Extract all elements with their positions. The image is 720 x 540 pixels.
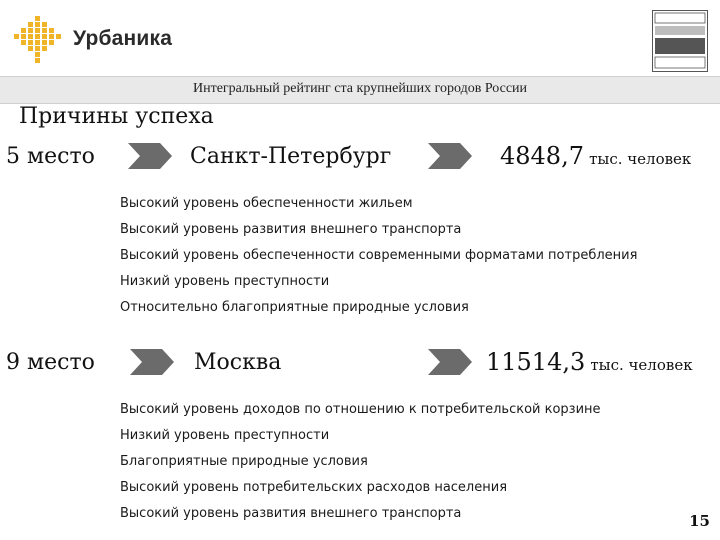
city-place: 9 место [6,350,95,375]
list-item: Относительно благоприятные природные условия [120,300,469,315]
list-item: Высокий уровень развития внешнего транспорта [120,222,462,237]
chevron-right-icon [130,349,174,375]
logo-text: Урбаника [73,27,173,50]
banner-title: Интегральный рейтинг ста крупнейших городов России [192,81,528,96]
population-value: 4848,7 [500,142,584,170]
section-title: Причины успеха [19,104,214,129]
population-unit: тыс. человек [590,356,693,374]
page-number: 15 [689,512,710,530]
union-of-architects-logo-icon [652,10,708,72]
list-item: Низкий уровень преступности [120,274,330,289]
city-population [486,348,693,376]
list-item: Высокий уровень развития внешнего транспорта [120,506,462,521]
city-name: Санкт-Петербург [190,144,392,169]
chevron-right-icon [428,143,472,169]
chevron-right-icon [428,349,472,375]
population-unit: тыс. человек [589,150,692,168]
reasons-list [120,191,637,321]
city-population [500,142,691,170]
list-item: Высокий уровень потребительских расходов населения [120,480,508,495]
chevron-right-icon [128,143,172,169]
city-place: 5 место [6,144,95,169]
list-item: Высокий уровень доходов по отношению к потребительской корзине [120,402,601,417]
list-item: Высокий уровень обеспеченности жильем [120,196,413,211]
reasons-list [120,397,601,527]
list-item: Низкий уровень преступности [120,428,330,443]
population-value: 11514,3 [486,348,586,376]
list-item: Высокий уровень обеспеченности современными форматами потребления [120,248,638,263]
city-name: Москва [194,350,282,375]
list-item: Благоприятные природные условия [120,454,368,469]
